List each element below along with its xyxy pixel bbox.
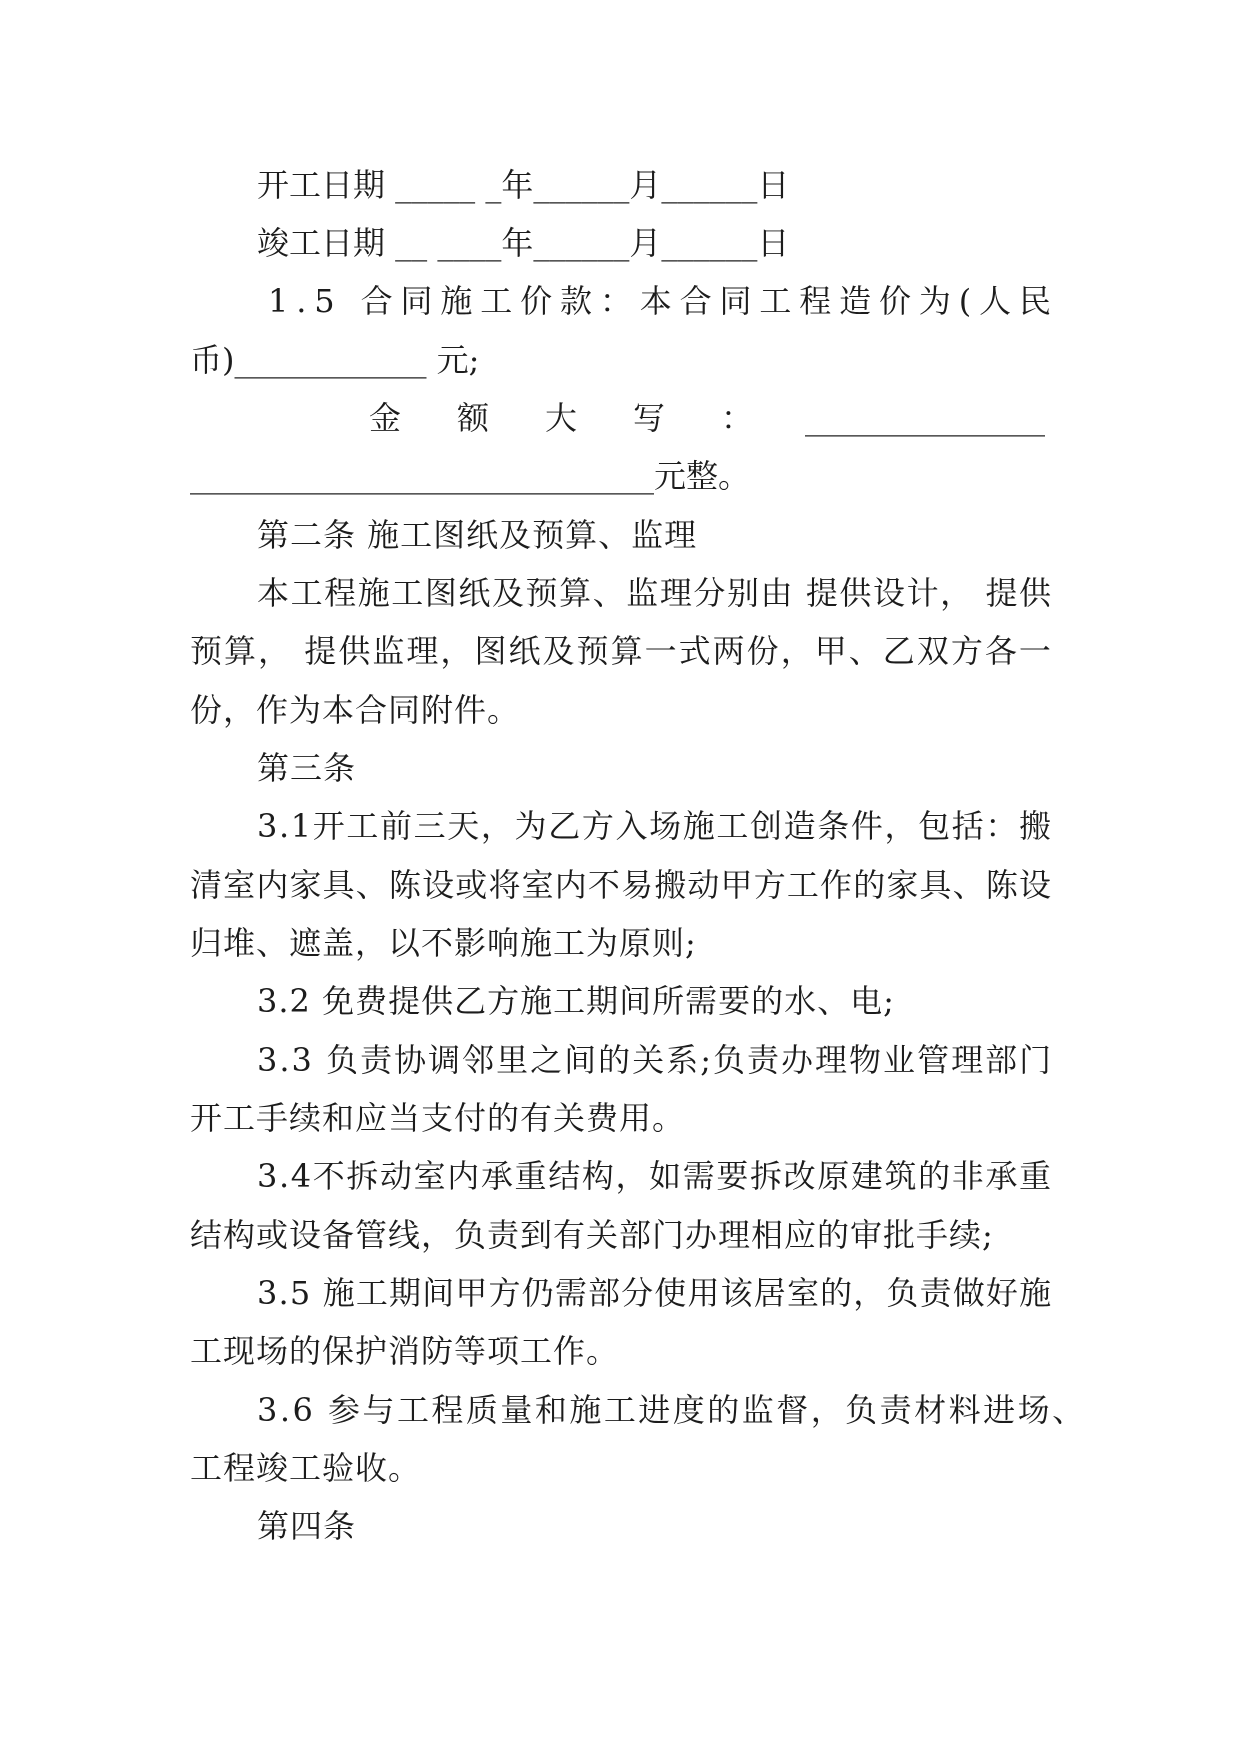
- clause-line: 工程竣工验收。: [190, 1449, 422, 1487]
- article-3-heading: 第三条: [257, 749, 357, 787]
- clause-line: 工现场的保护消防等项工作。: [190, 1332, 620, 1370]
- clause-line: 3.5 施工期间甲方仍需部分使用该居室的，负责做好施: [257, 1274, 1053, 1312]
- clause-line: 结构或设备管线，负责到有关部门办理相应的审批手续;: [190, 1216, 994, 1254]
- article-2-body-line: 本工程施工图纸及预算、监理分别由 提供设计， 提供: [257, 574, 1053, 612]
- clause-line: 3.4不拆动室内承重结构，如需要拆改原建筑的非承重: [257, 1157, 1053, 1195]
- start-date-line: 开工日期 _____ _年______月______日: [257, 166, 790, 204]
- amount-in-words-blank: _______________: [805, 399, 1045, 437]
- contract-price-amount-line: 币)____________ 元;: [190, 341, 480, 379]
- clause-line: 3.2 免费提供乙方施工期间所需要的水、电;: [257, 982, 895, 1020]
- clause-line: 3.3 负责协调邻里之间的关系;负责办理物业管理部门: [257, 1041, 1054, 1079]
- clause-line: 清室内家具、陈设或将室内不易搬动甲方工作的家具、陈设: [190, 866, 1053, 904]
- amount-in-words-tail: _____________________________元整。: [190, 457, 751, 495]
- completion-date-line: 竣工日期 __ ____年______月______日: [257, 224, 790, 262]
- clause-line: 3.6 参与工程质量和施工进度的监督，负责材料进场、: [257, 1391, 1087, 1429]
- article-2-body-line: 预算， 提供监理，图纸及预算一式两份，甲、乙双方各一: [190, 632, 1053, 670]
- article-2-body-line: 份，作为本合同附件。: [190, 691, 521, 729]
- article-4-heading: 第四条: [257, 1507, 357, 1545]
- amount-in-words-label: 金额大写：: [369, 399, 810, 437]
- clause-line: 开工手续和应当支付的有关费用。: [190, 1099, 686, 1137]
- contract-price-line: 1.5 合同施工价款：本合同工程造价为(人民: [268, 282, 1059, 320]
- article-2-heading: 第二条 施工图纸及预算、监理: [257, 516, 698, 554]
- clause-line: 归堆、遮盖，以不影响施工为原则;: [190, 924, 697, 962]
- clause-line: 3.1开工前三天，为乙方入场施工创造条件，包括：搬: [257, 807, 1053, 845]
